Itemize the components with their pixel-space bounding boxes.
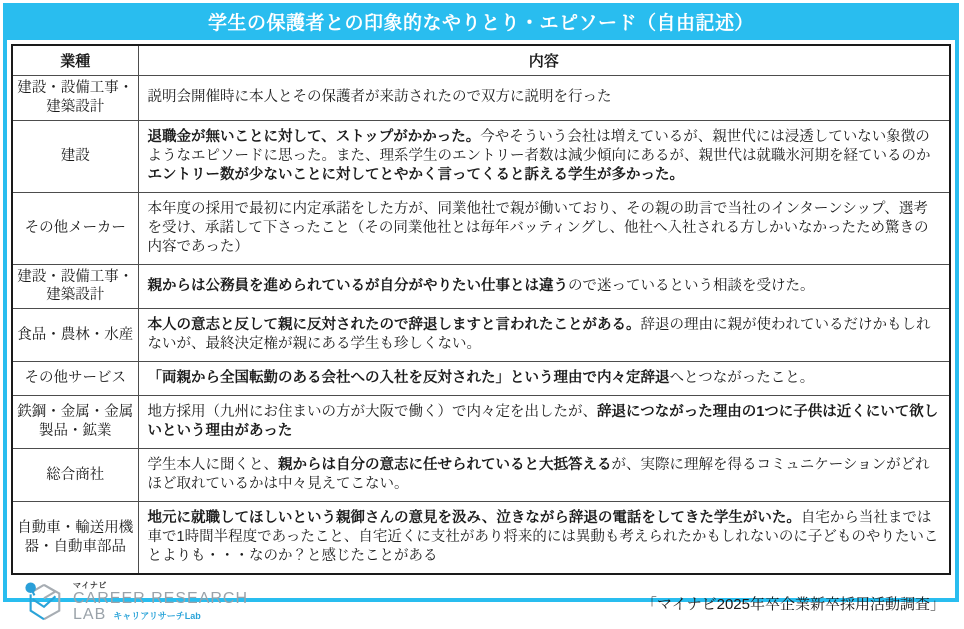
table-row (12, 76, 950, 121)
content-cell (138, 192, 950, 264)
content-segment: が、実際に理解を得るコミュニケーションがどれほど取れているかは中々見えてこない。 (147, 457, 930, 493)
content-segment: 学生本人に聞くと、 (147, 457, 278, 474)
content-segment: 今やそういう会社は増えているが、親世代には浸透していない象徴のようなエピソードに思った。また、理系学生のエントリー者数は減少傾向にあるが、親世代は就職氷河期を経ているのか (147, 128, 931, 164)
source-citation: 「マイナビ2025年卒企業新卒採用活動調査」 (641, 595, 945, 613)
career-research-lab-logo (23, 580, 248, 626)
footer (23, 577, 945, 629)
content-segment: へとつながったこと。 (669, 370, 815, 387)
content-segment-bold: エントリー数が少ないことに対してとやかく言ってくると訴える学生が多かった。 (147, 166, 684, 183)
content-cell (138, 264, 950, 309)
industry-cell: 建設・設備工事・建築設計 (12, 264, 138, 309)
content-segment-bold: 退職金が無いことに対して、ストップがかかった。 (147, 128, 481, 145)
table-header-row (12, 45, 950, 76)
content-segment: 地方採用（九州にお住まいの方が大阪で働く）で内々定を出したが、 (147, 404, 597, 421)
content-segment-bold: 本人の意志と反して親に反対されたので辞退しますと言われたことがある。 (147, 317, 641, 334)
content-cell (138, 502, 950, 574)
industry-cell: 総合商社 (12, 449, 138, 502)
table-row (12, 362, 950, 396)
industry-cell: 自動車・輸送用機器・自動車部品 (12, 502, 138, 574)
table-row (12, 309, 950, 362)
table-row (12, 502, 950, 574)
logo-career-research-label: CAREER RESEARCH (73, 589, 249, 607)
table-body (12, 76, 950, 575)
content-cell (138, 76, 950, 121)
table-row (12, 120, 950, 192)
logo-lab-label: LAB (73, 606, 107, 624)
title-bar (7, 3, 955, 40)
content-cell (138, 449, 950, 502)
career-lab-logo-icon (23, 580, 65, 626)
episode-table (11, 44, 951, 575)
logo-career-lab-jp-label: キャリアリサーチLab (113, 611, 201, 622)
industry-cell: 食品・農林・水産 (12, 309, 138, 362)
table-row (12, 396, 950, 449)
logo-pin-dot (25, 583, 36, 594)
industry-cell: 建設・設備工事・建築設計 (12, 76, 138, 121)
content-segment: ので迷っているという相談を受けた。 (568, 277, 815, 294)
content-segment: 辞退の理由に親が使われているだけかもしれないが、最終決定権が親にある学生も珍しくない。 (147, 317, 931, 353)
header-content: 内容 (138, 45, 950, 76)
industry-cell: その他メーカー (12, 192, 138, 264)
content-cell (138, 396, 950, 449)
industry-cell: 建設 (12, 120, 138, 192)
content-segment-bold: 「両親から全国転勤のある会社への入社を反対された」という理由で内々定辞退 (147, 370, 670, 387)
content-segment-bold: 親からは公務員を進められているが自分がやりたい仕事とは違う (147, 277, 568, 294)
content-cell (138, 120, 950, 192)
table-row (12, 264, 950, 309)
content-segment-bold: 辞退につながった理由の1つに子供は近くにいて欲しいという理由があった (147, 404, 939, 440)
content-segment-bold: 地元に就職してほしいという親御さんの意見を汲み、泣きながら辞退の電話をしてきた学生がいた。 (147, 510, 801, 527)
content-cell (138, 309, 950, 362)
industry-cell: 鉄鋼・金属・金属製品・鉱業 (12, 396, 138, 449)
content-segment: 本年度の採用で最初に内定承諾をした方が、同業他社で親が働いており、その親の助言で当社のインターンシップ、選考を受け、承諾して下さったこと（その同業他社とは毎年バッティングし、他社へ入社される方しかいなかったため驚きの内容であった） (147, 200, 929, 255)
content-segment-bold: 親からは自分の意志に任せられていると大抵答える (278, 457, 612, 474)
page-title: 学生の保護者との印象的なやりとり・エピソード（自由記述） (207, 13, 754, 34)
content-segment: 自宅から当社までは車で1時間半程度であったこと、自宅近くに支社があり将来的には異動も考えられたかもしれないのに子どものやりたいことよりも・・・なのか？と感じたことがある (147, 510, 939, 565)
content-cell (138, 362, 950, 396)
page-frame (3, 3, 959, 624)
industry-cell: その他サービス (12, 362, 138, 396)
logo-mynavi-label: マイナビ (73, 581, 107, 591)
content-segment: 説明会開催時に本人とその保護者が来訪されたので双方に説明を行った (147, 89, 612, 106)
table-row (12, 192, 950, 264)
header-industry: 業種 (12, 45, 138, 76)
table-row (12, 449, 950, 502)
